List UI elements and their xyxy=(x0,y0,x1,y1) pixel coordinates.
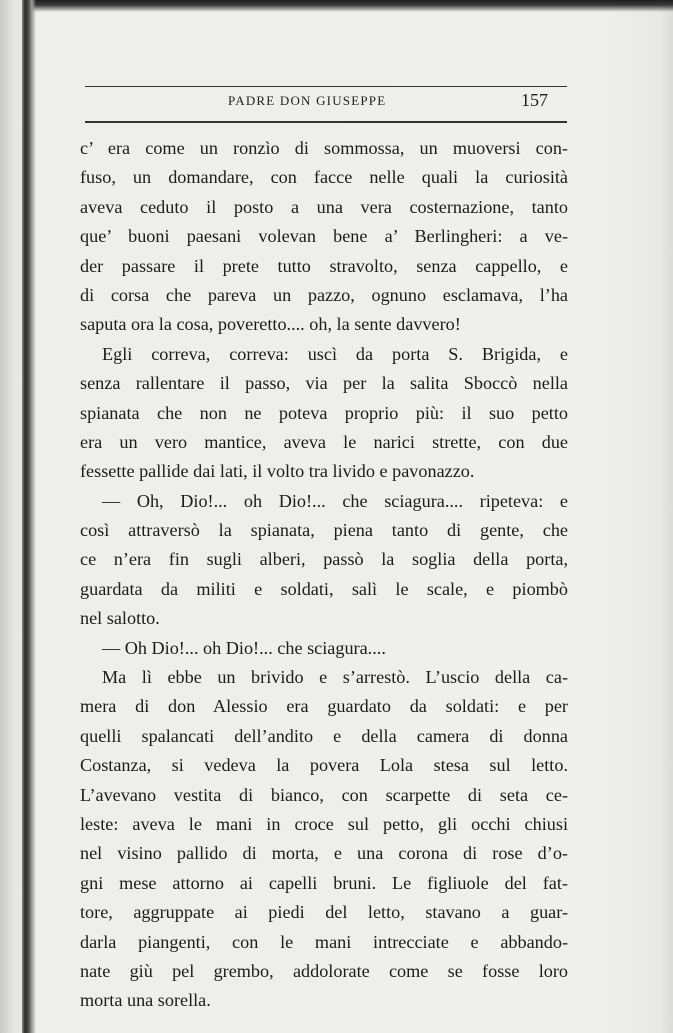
header-rule-bottom xyxy=(85,121,567,123)
page-number: 157 xyxy=(521,90,548,110)
text-line: mera di don Alessio era guardato da soldati: e per xyxy=(80,696,568,717)
header-rule-top xyxy=(85,86,567,87)
text-line: nel visino pallido di morta, e una corona di rose d’o- xyxy=(80,843,568,864)
text-line: Egli correva, correva: uscì da porta S. Brigida, e xyxy=(102,343,568,364)
text-line: Costanza, si vedeva la povera Lola stesa sul letto. xyxy=(80,755,568,776)
running-header: PADRE DON GIUSEPPE xyxy=(228,93,387,108)
page-top-shadow xyxy=(30,0,673,12)
book-binding-edge xyxy=(22,0,36,1033)
text-line: spianata che non ne poteva proprio più: il suo petto xyxy=(80,402,568,423)
text-line: aveva ceduto il posto a una vera costernazione, tanto xyxy=(80,196,568,217)
text-line: — Oh, Dio!... oh Dio!... che sciagura.... ripeteva: e xyxy=(102,490,568,511)
text-line: fessette pallide dai lati, il volto tra livido e pavonazzo. xyxy=(80,461,475,482)
text-line: quelli spalancati dell’andito e della camera di donna xyxy=(80,725,568,746)
text-line: senza rallentare il passo, via per la salita Sboccò nella xyxy=(80,373,568,394)
text-line: tore, aggruppate ai piedi del letto, stavano a guar- xyxy=(80,902,568,923)
text-line: era un vero mantice, aveva le narici strette, con due xyxy=(80,431,568,452)
text-line: — Oh Dio!... oh Dio!... che sciagura.... xyxy=(102,637,386,658)
text-line: gni mese attorno ai capelli bruni. Le figliuole del fat- xyxy=(80,872,568,893)
text-line: morta una sorella. xyxy=(80,990,211,1011)
text-line: darla piangenti, con le mani intrecciate e abbando- xyxy=(80,931,568,952)
text-line: guardata da militi e soldati, salì le scale, e piombò xyxy=(80,578,568,599)
text-line: c’ era come un ronzìo di sommossa, un muoversi con- xyxy=(80,138,568,158)
text-line: ce n’era fin sugli alberi, passò la soglia della porta, xyxy=(80,549,568,570)
body-text xyxy=(80,134,568,1016)
text-line: nel salotto. xyxy=(80,608,160,629)
text-line: nate giù pel grembo, addolorate come se fosse loro xyxy=(80,960,568,981)
text-line: di corsa che pareva un pazzo, ognuno esclamava, l’ha xyxy=(80,284,568,305)
text-line: saputa ora la cosa, poveretto.... oh, la sente davvero! xyxy=(80,314,461,335)
text-line: L’avevano vestita di bianco, con scarpette di seta ce- xyxy=(80,784,568,805)
text-line: der passare il prete tutto stravolto, senza cappello, e xyxy=(80,255,568,276)
text-line: fuso, un domandare, con facce nelle quali la curiosità xyxy=(80,167,568,188)
text-line: così attraversò la spianata, piena tanto di gente, che xyxy=(80,520,568,541)
text-line: que’ buoni paesani volevan bene a’ Berlingheri: a ve- xyxy=(80,226,568,247)
text-line: leste: aveva le mani in croce sul petto, gli occhi chiusi xyxy=(80,813,568,834)
text-line: Ma lì ebbe un brivido e s’arrestò. L’uscio della ca- xyxy=(102,667,568,688)
